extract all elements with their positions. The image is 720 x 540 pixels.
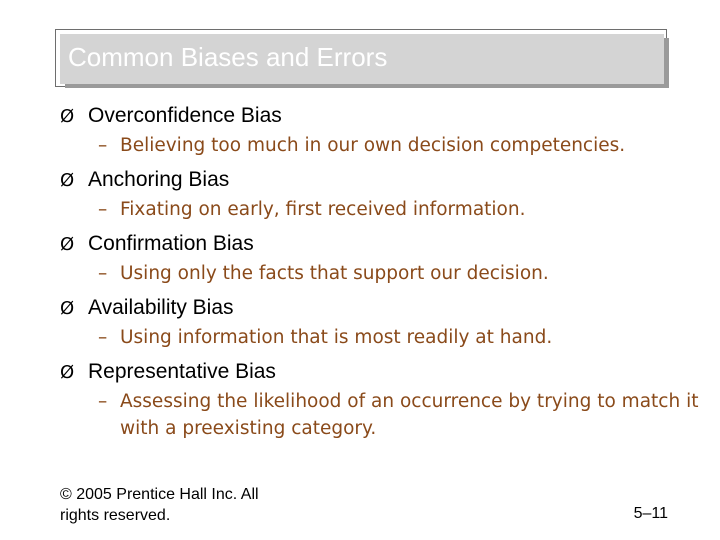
bullet-detail: Using information that is most readily at hand.: [120, 327, 553, 348]
bullet-heading: Anchoring Bias: [88, 168, 230, 191]
dash-icon: –: [98, 391, 108, 412]
bullet-detail: Fixating on early, first received information.: [120, 199, 526, 220]
bullet-heading: Overconfidence Bias: [88, 104, 282, 127]
bullet-item-anchoring: [60, 164, 700, 223]
dash-icon: –: [98, 263, 108, 284]
bullet-item-confirmation: [60, 228, 700, 287]
copyright-notice: © 2005 Prentice Hall Inc. All rights reserved.: [60, 486, 259, 524]
bullet-detail: Believing too much in our own decision competencies.: [120, 135, 626, 156]
arrow-bullet-icon: Ø: [60, 361, 75, 383]
arrow-bullet-icon: Ø: [60, 233, 75, 255]
bullet-item-availability: [60, 292, 700, 351]
bullet-list: [60, 100, 700, 447]
bullet-detail: Assessing the likelihood of an occurrence by trying to match it with a preexisting category.: [120, 391, 699, 439]
page-number: 5–11: [633, 505, 668, 522]
bullet-heading: Representative Bias: [88, 360, 276, 383]
arrow-bullet-icon: Ø: [60, 105, 75, 127]
bullet-heading: Confirmation Bias: [88, 232, 254, 255]
bullet-item-representative: [60, 356, 700, 442]
arrow-bullet-icon: Ø: [60, 297, 75, 319]
bullet-item-overconfidence: [60, 100, 700, 159]
slide-title: Common Biases and Errors: [68, 42, 388, 72]
dash-icon: –: [98, 135, 108, 156]
arrow-bullet-icon: Ø: [60, 169, 75, 191]
bullet-detail: Using only the facts that support our decision.: [120, 263, 549, 284]
bullet-heading: Availability Bias: [88, 296, 234, 319]
dash-icon: –: [98, 199, 108, 220]
dash-icon: –: [98, 327, 108, 348]
